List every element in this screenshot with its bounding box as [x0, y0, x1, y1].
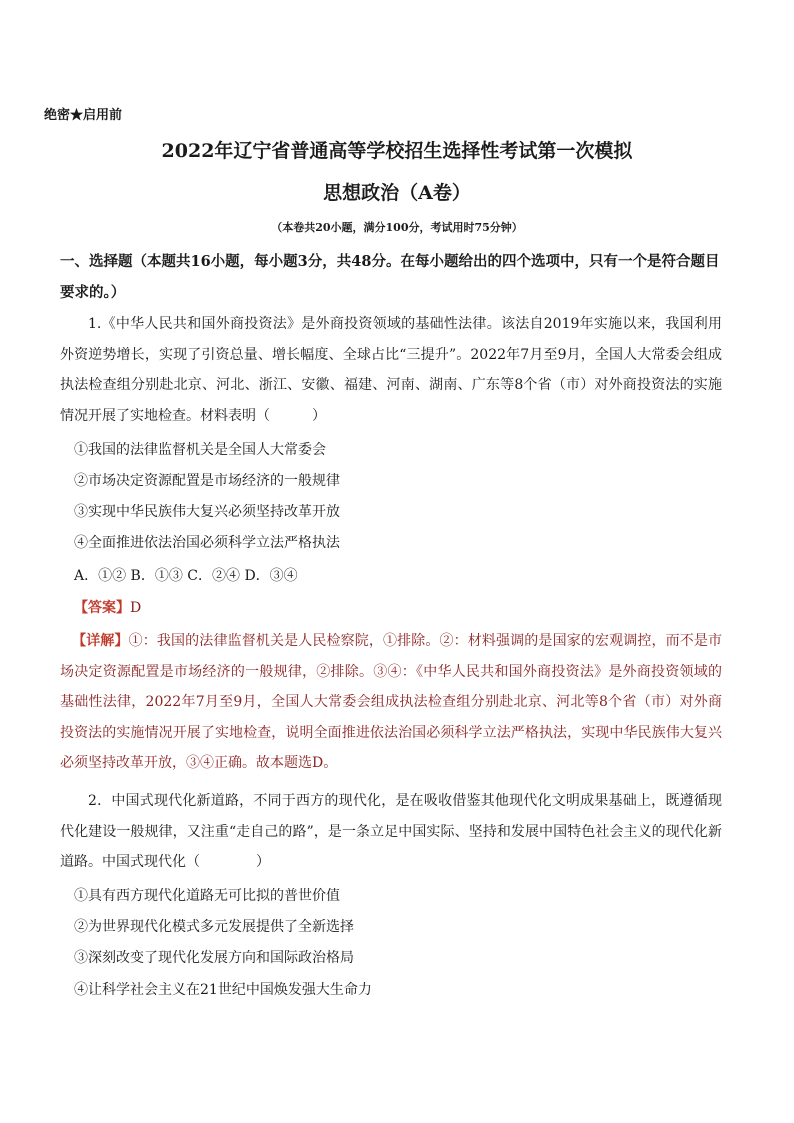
exam-note: （本卷共20小题，满分100分，考试用时75分钟） [271, 221, 523, 234]
exam-title: 2022年辽宁省普通高等学校招生选择性考试第一次模拟 [161, 140, 633, 162]
question-1-option-2: ②市场决定资源配置是市场经济的一般规律 [74, 473, 340, 489]
question-1-stem: 1.《中华人民共和国外商投资法》是外商投资领域的基础性法律。该法自2019年实施以来，我国利用外资逆势增长，实现了引资总量、增长幅度、全球占比“三提升”。2022年7月至9月，全国人大常委会组成执法检查组分别赴北京、河北、浙江、安徽、福建、河南、湖南、广东等8个省（市）对外商投资法的实施情况开展了实地检查。材料表明（ ） [60, 316, 722, 424]
question-2-stem: 2．中国式现代化新道路，不同于西方的现代化，是在吸收借鉴其他现代化文明成果基础上，既遵循现代化建设一般规律，又注重“走自己的路”，是一条立足中国实际、坚持和发展中国特色社会主义的现代化新道路。中国式现代化（ ） [60, 793, 722, 870]
question-2-option-3: ③深刻改变了现代化发展方向和国际政治格局 [74, 950, 354, 966]
confidential-label: 绝密★启用前 [44, 108, 123, 123]
question-1-option-3: ③实现中华民族伟大复兴必须坚持改革开放 [74, 504, 340, 520]
question-2-option-1: ①具有西方现代化道路无可比拟的普世价值 [74, 888, 340, 904]
question-1-option-1: ①我国的法律监督机关是全国人大常委会 [74, 442, 326, 458]
section-heading: 一、选择题（本题共16小题，每小题3分，共48分。在每小题给出的四个选项中，只有一个是符合题目要求的。） [60, 253, 720, 301]
question-2-option-2: ②为世界现代化模式多元发展提供了全新选择 [74, 919, 354, 935]
question-2-option-4: ④让科学社会主义在21世纪中国焕发强大生命力 [74, 982, 372, 998]
question-1-option-4: ④全面推进依法治国必须科学立法严格执法 [74, 535, 340, 551]
answer-tag: 【答案】 [74, 600, 130, 616]
question-1-choices: A．①② B．①③ C．②④ D．③④ [74, 568, 298, 584]
detail-tag: 【详解】 [72, 633, 129, 649]
answer-value: D [130, 600, 142, 616]
question-1-answer [74, 597, 141, 617]
question-1-detail: 【详解】①：我国的法律监督机关是人民检察院，①排除。②：材料强调的是国家的宏观调控，而不是市场决定资源配置是市场经济的一般规律，②排除。③④：《中华人民共和国外商投资法》是外商投资领域的基础性法律，2022年7月至9月，全国人大常委会组成执法检查组分别赴北京、河北等8个省（市）对外商投资法的实施情况开展了实地检查，说明全面推进依法治国必须科学立法严格执法，实现中华民族伟大复兴必须坚持改革开放，③④正确。故本题选D。 [60, 633, 723, 771]
exam-subtitle: 思想政治（A卷） [323, 182, 471, 204]
